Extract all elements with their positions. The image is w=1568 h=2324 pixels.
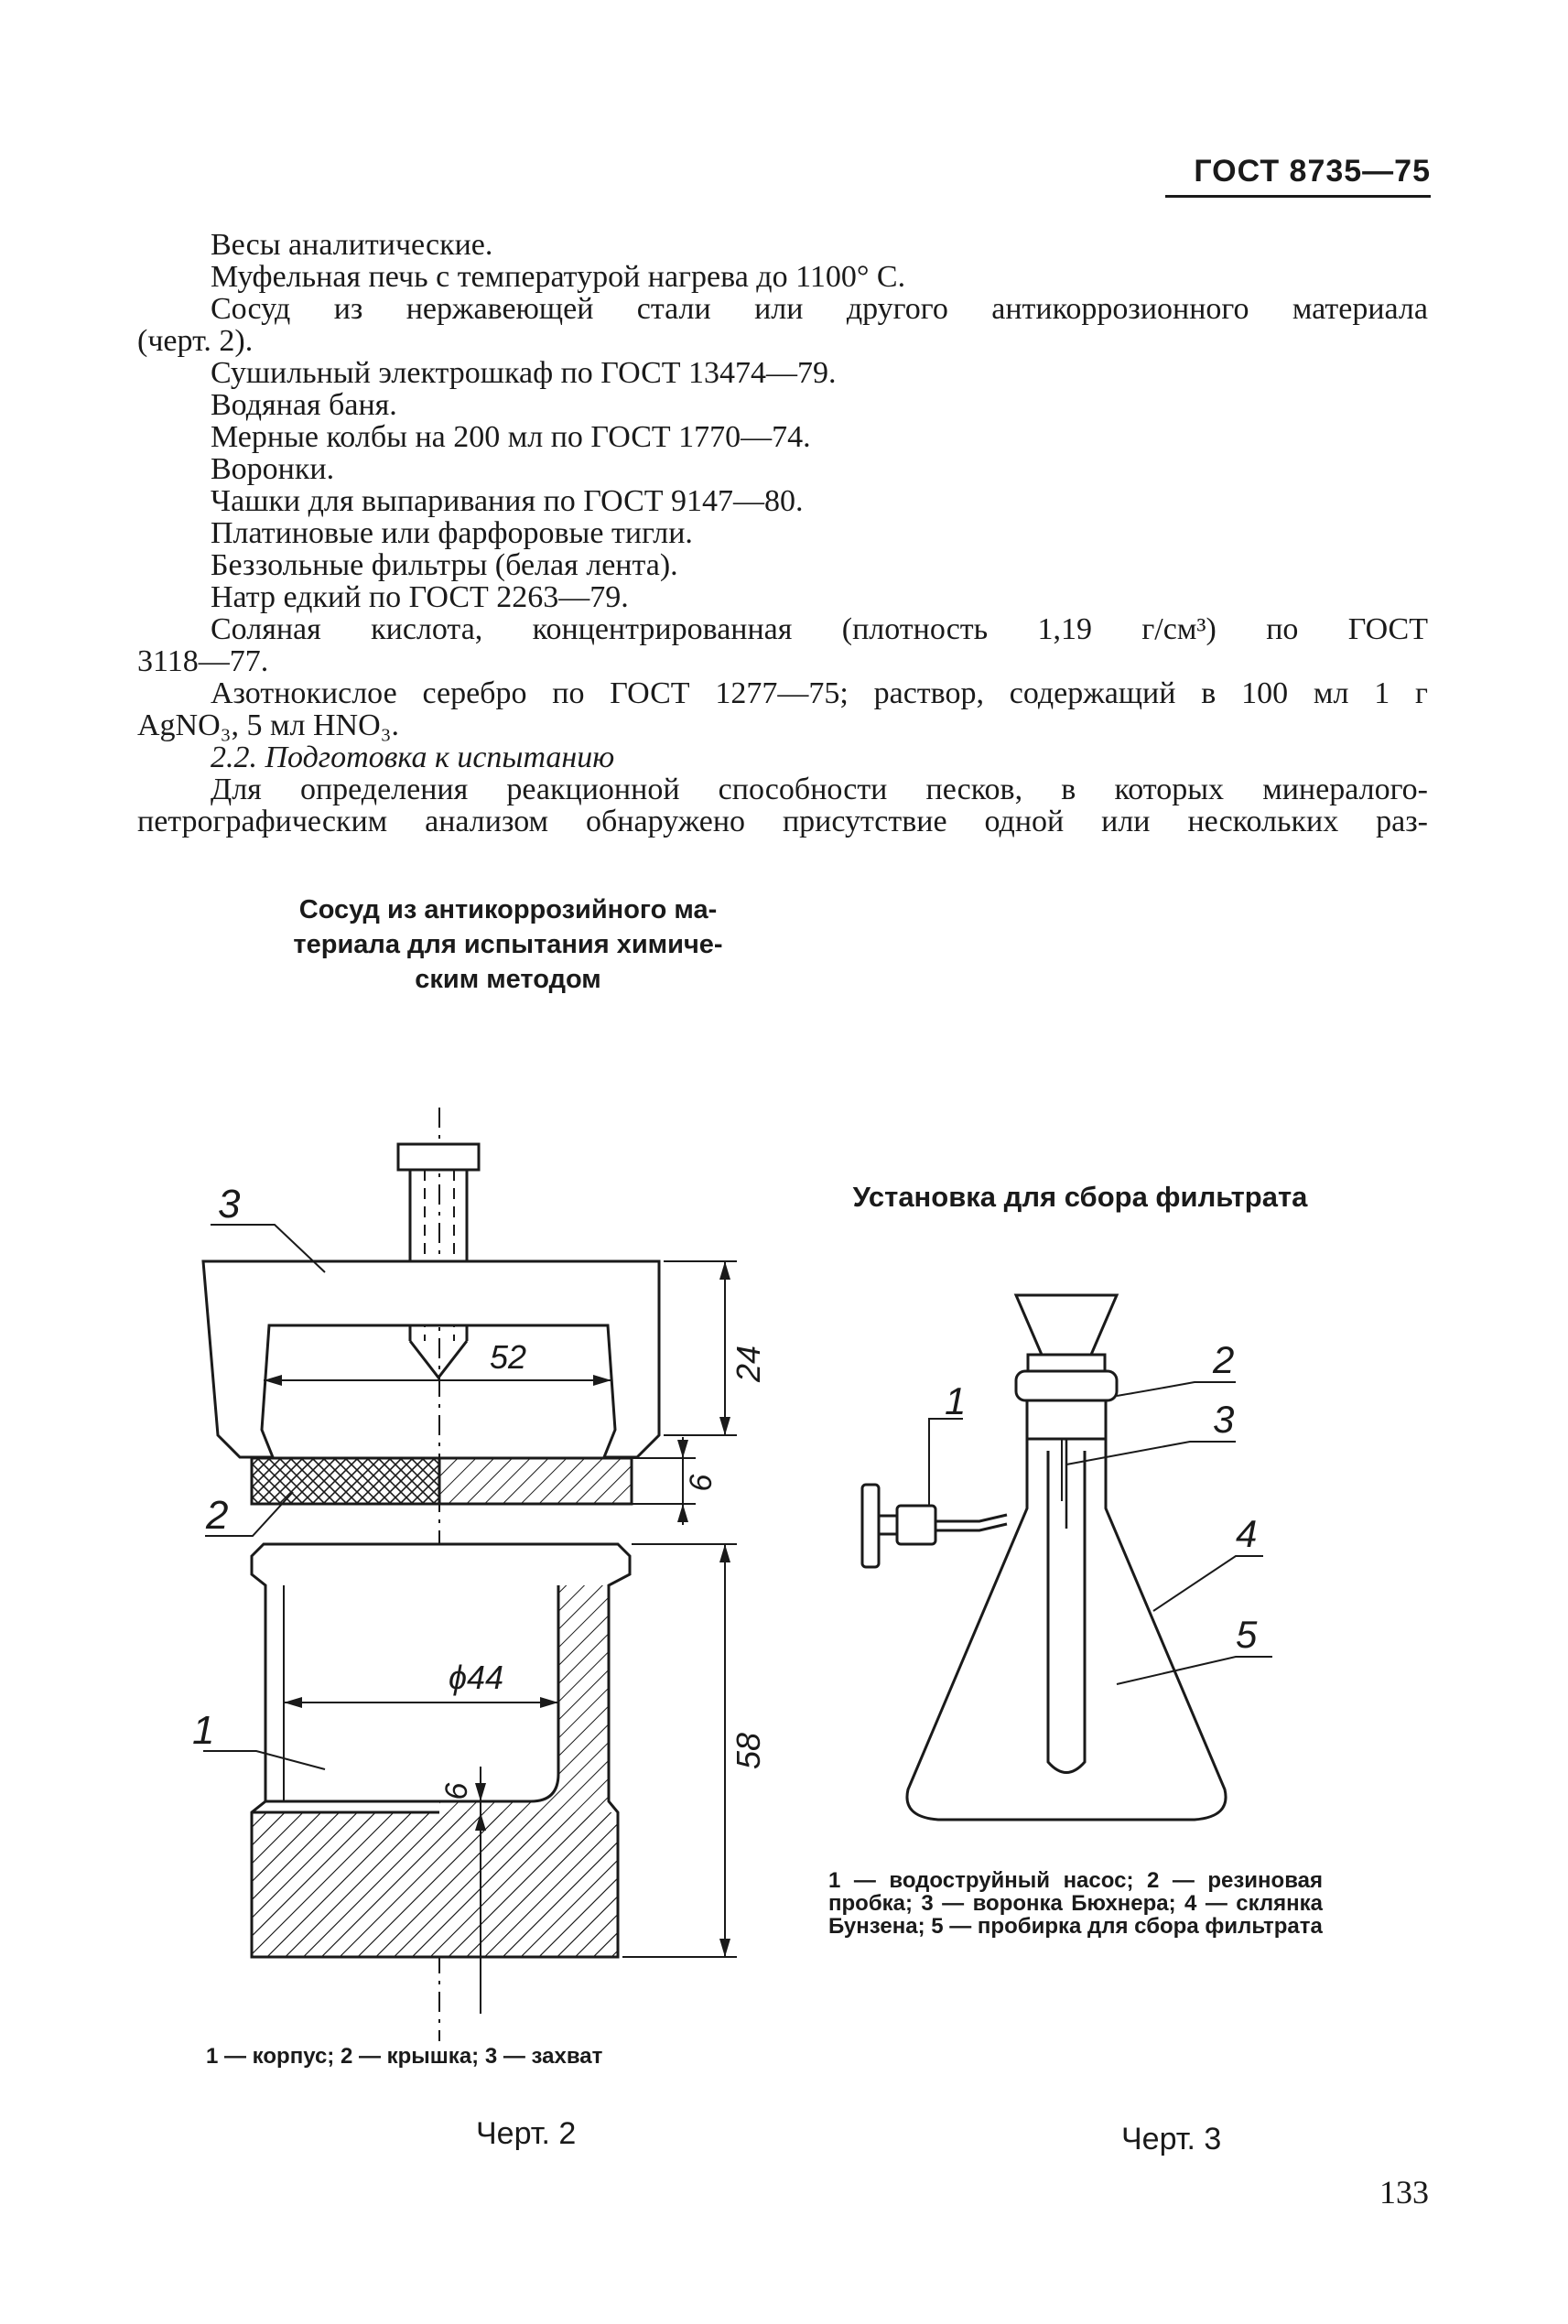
paragraph: Сосуд из нержавеющей стали или другого антикоррозионного материала	[211, 292, 1428, 326]
paragraph: Азотнокислое серебро по ГОСТ 1277—75; раствор, содержащий в 100 мл 1 г	[211, 676, 1428, 710]
paragraph: Для определения реакционной способности песков, в которых минералого-	[211, 773, 1428, 806]
paragraph: Мерные колбы на 200 мл по ГОСТ 1770—74.	[211, 420, 811, 454]
paragraph: Натр едкий по ГОСТ 2263—79.	[211, 580, 629, 614]
figure3-label-4: 4	[1236, 1512, 1258, 1555]
paragraph: Водяная баня.	[211, 388, 397, 422]
body-text	[137, 229, 1428, 838]
paragraph: Соляная кислота, концентрированная (плотность 1,19 г/см³) по ГОСТ	[211, 612, 1428, 646]
page-number: 133	[1379, 2174, 1429, 2211]
figure3-label-3: 3	[1213, 1398, 1235, 1441]
figure2-title-line: териала для испытания химиче-	[293, 930, 723, 959]
document-header: ГОСТ 8735—75	[1165, 154, 1431, 198]
paragraph: Сушильный электрошкаф по ГОСТ 13474—79.	[211, 356, 837, 390]
figure2-dim-6-lid: 6	[684, 1474, 719, 1492]
figure2-title-line: Сосуд из антикоррозийного ма-	[298, 895, 718, 924]
figure3-caption: Черт. 3	[1121, 2122, 1222, 2156]
figure2-title-line: ским методом	[415, 965, 601, 994]
figure2-label-3: 3	[218, 1182, 241, 1227]
paragraph: Весы аналитические.	[211, 228, 493, 262]
figure2-legend: 1 — корпус; 2 — крышка; 3 — захват	[206, 2044, 603, 2069]
figure2-label-1: 1	[192, 1708, 215, 1753]
figure3-legend: 1 — водоструйный насос; 2 — резиновая пробка; 3 — воронка Бюхнера; 4 — склянка Бунзена; 5 — пробирка для сбора фильтрата	[828, 1868, 1323, 1939]
paragraph: Платиновые или фарфоровые тигли.	[211, 516, 693, 550]
figure3-title: Установка для сбора фильтрата	[852, 1181, 1308, 1213]
figure3-label-2: 2	[1213, 1338, 1235, 1381]
figure2-title	[211, 892, 806, 997]
figure2-drawing	[165, 1080, 769, 2069]
paragraph: петрографическим анализом обнаружено присутствие одной или нескольких раз-	[137, 805, 1428, 838]
figure2-dim-24: 24	[730, 1345, 767, 1383]
figure2-dim-58: 58	[730, 1732, 767, 1770]
paragraph: Муфельная печь с температурой нагрева до 1100° С.	[211, 260, 906, 294]
section-heading: 2.2. Подготовка к испытанию	[211, 740, 615, 774]
figure3-label-5: 5	[1236, 1613, 1258, 1656]
paragraph: Воронки.	[211, 452, 335, 486]
figure3-label-1: 1	[945, 1379, 967, 1422]
paragraph: 3118—77.	[137, 644, 269, 678]
figure2-caption: Черт. 2	[476, 2116, 577, 2151]
figure2-label-2: 2	[206, 1493, 229, 1538]
paragraph: AgNO₃, 5 мл HNO₃.	[137, 708, 400, 742]
figure2-dim-44: ϕ44	[449, 1659, 504, 1696]
figure2-dim-52: 52	[490, 1338, 527, 1376]
paragraph: Чашки для выпаривания по ГОСТ 9147—80.	[211, 484, 804, 518]
figure3-drawing	[842, 1281, 1336, 1849]
figure2-dim-6-bottom: 6	[439, 1782, 474, 1800]
paragraph: Беззольные фильтры (белая лента).	[211, 548, 678, 582]
paragraph: (черт. 2).	[137, 324, 254, 358]
